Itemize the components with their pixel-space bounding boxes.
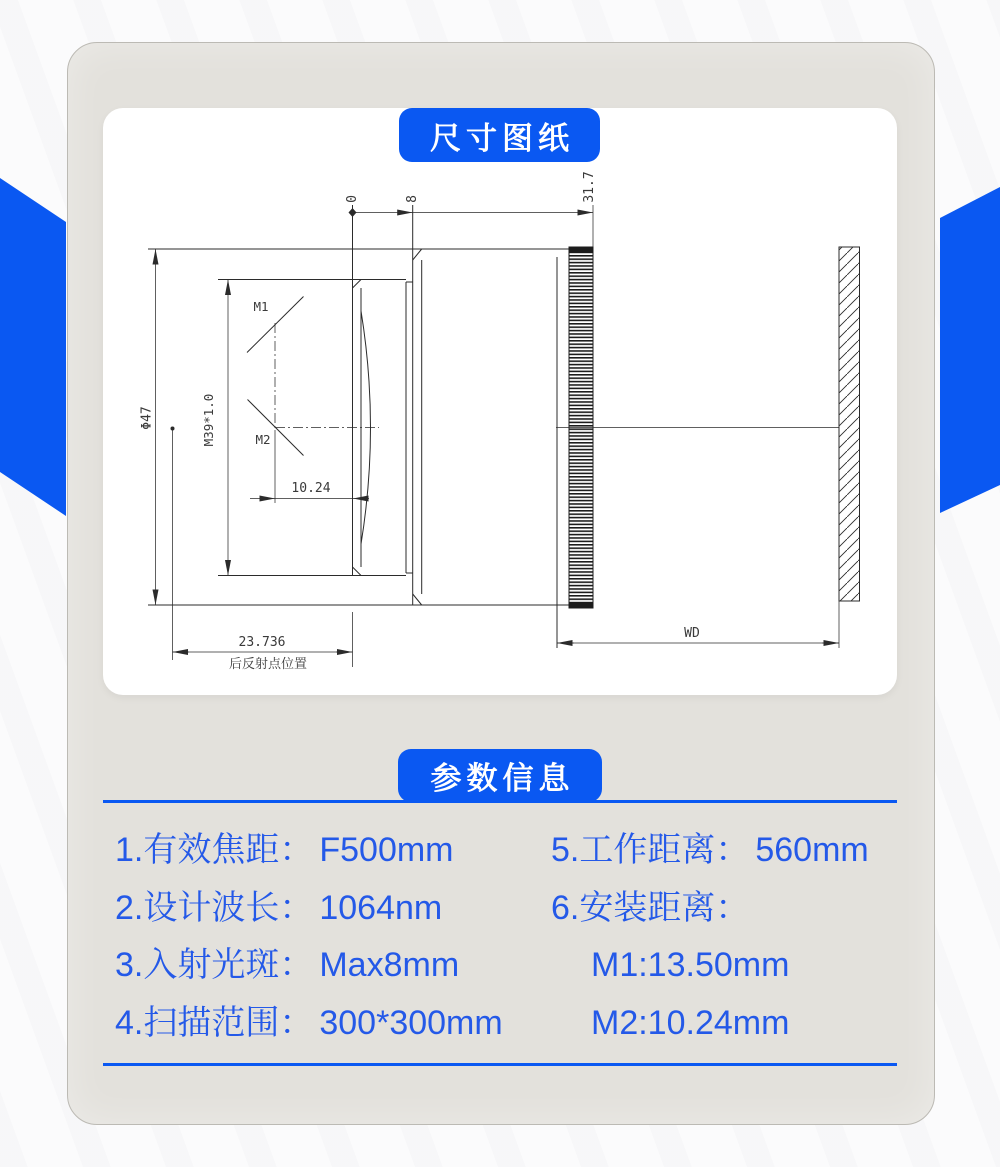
dim-back-reflection: [173, 635, 353, 672]
dim-thread-label: M39*1.0: [201, 393, 216, 447]
parameter-info-title: 参数信息: [430, 761, 575, 796]
dimension-drawing-title: 尺寸图纸: [430, 120, 574, 156]
datum-marker: [349, 208, 357, 217]
mirror-m2-label: M2: [255, 432, 271, 447]
lens-technical-drawing: [103, 108, 897, 695]
dim-m2-distance: [250, 481, 369, 499]
param-wavelength: 2.设计波长： 1064nm: [115, 888, 443, 927]
dim-top-chain: [345, 171, 597, 247]
dim-31-7-label: 31.7: [582, 171, 597, 203]
param-mount-distance: 6.安装距离：: [551, 888, 750, 927]
dim-diameter-label: Φ47: [139, 406, 155, 430]
work-plane-plate: [839, 247, 860, 648]
params-left-column: [115, 822, 503, 1053]
dim-wd-label: WD: [684, 626, 700, 641]
param-working-distance: 5.工作距离： 560mm: [551, 831, 869, 869]
left-blue-parallelogram: [0, 178, 66, 516]
dim-working-distance: [557, 626, 839, 643]
param-input-beam: 3.入射光斑： Max8mm: [115, 946, 460, 985]
back-reflection-point: [171, 427, 353, 668]
dim-diameter-47: [140, 249, 156, 605]
dim-23-736-label: 23.736: [238, 635, 286, 650]
parameter-info-title-badge: [398, 749, 602, 802]
mirror-m1-label: M1: [253, 299, 269, 314]
right-blue-parallelogram: [940, 187, 1000, 513]
params-right-column: [551, 822, 869, 1053]
param-scan-area: 4.扫描范围： 300*300mm: [115, 1004, 503, 1043]
param-mount-m1: M1:13.50mm: [591, 946, 790, 985]
dim-eight-label: 8: [405, 195, 420, 203]
dim-zero-label: 0: [345, 195, 360, 203]
back-reflection-caption: 后反射点位置: [228, 657, 308, 672]
param-mount-m2: M2:10.24mm: [591, 1004, 790, 1043]
bottom-divider-line: [103, 1063, 897, 1066]
dim-10-24-label: 10.24: [291, 481, 331, 496]
dim-thread-m39: [201, 280, 228, 576]
param-focal-length: 1.有效焦距： F500mm: [115, 831, 454, 869]
